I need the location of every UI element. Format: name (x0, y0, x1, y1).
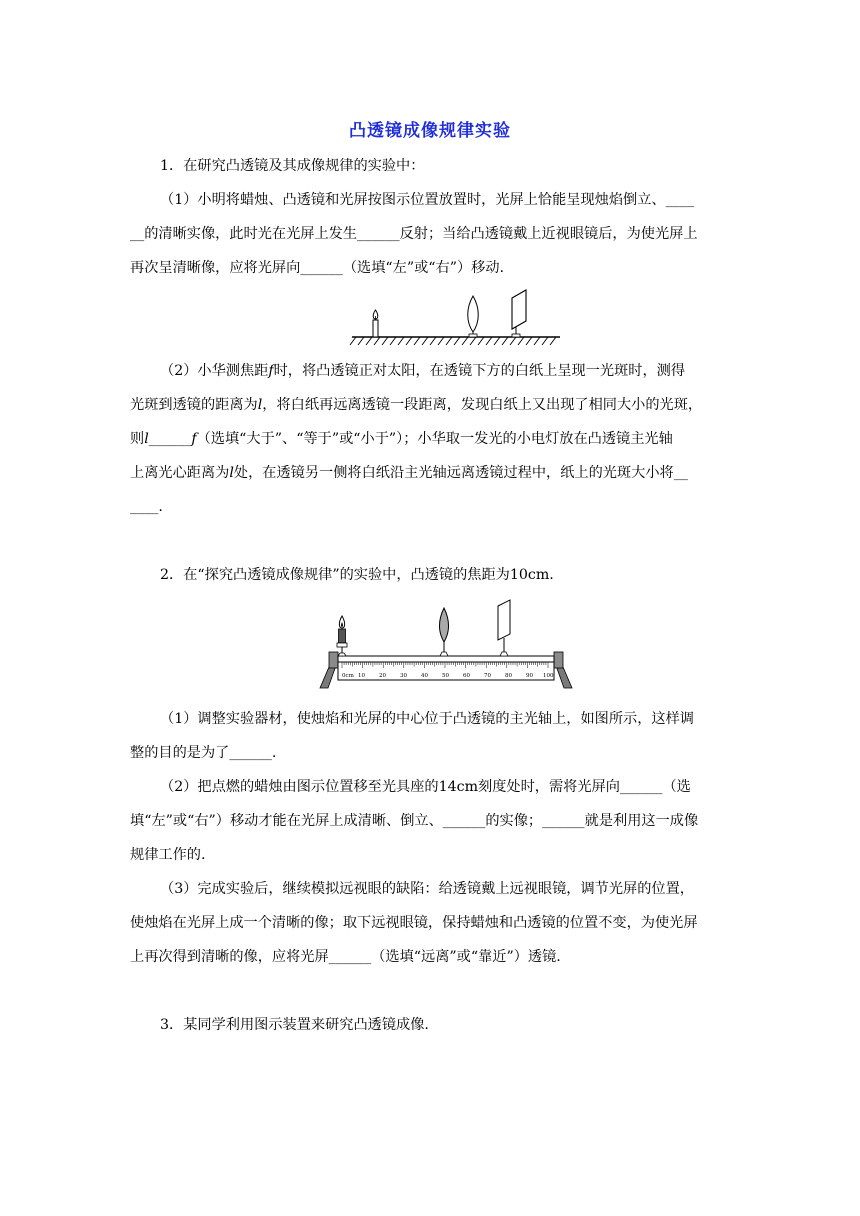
convex-lens-icon (468, 296, 479, 337)
q1-p2-line1 (160, 361, 685, 381)
q1-p2-text: （2）小华测焦距 (160, 363, 269, 379)
q2-p2-line3: 规律工作的. (130, 847, 206, 863)
q2-p3-line3: 上再次得到清晰的像，应将光屏______（选填“远离”或“靠近”）透镜. (130, 949, 561, 965)
q1-p1-line2: __的清晰实像，此时光在光屏上发生______反射；当给凸透镜戴上近视眼镜后，为使光屏上 (130, 226, 698, 242)
convex-lens-icon (440, 608, 449, 656)
q2-p1-line2: 整的目的是为了______. (130, 745, 277, 761)
ruler-label: 20 (379, 673, 386, 679)
ruler-label: 100 (543, 673, 554, 679)
ruler-label: 30 (400, 673, 407, 679)
ruler-label: 50 (442, 673, 449, 679)
q1-p2-text: 上离光心距离为 (130, 465, 230, 481)
q1-p2-text: 时，将凸透镜正对太阳，在透镜下方的白纸上呈现一光斑时，测得 (273, 363, 686, 379)
q2-p2-line1: （2）把点燃的蜡烛由图示位置移至光具座的14cm刻度处时，需将光屏向______（选 (160, 779, 691, 795)
q2-p1-line1: （1）调整实验器材，使烛焰和光屏的中心位于凸透镜的主光轴上，如图所示，这样调 (160, 711, 694, 727)
ruler-label: 70 (484, 673, 491, 679)
q1-p2-text: ，将白纸再远离透镜一段距离，发现白纸上又出现了相同大小的光斑， (262, 397, 703, 413)
q1-p2-line3 (130, 429, 673, 449)
q1-p1-line1: （1）小明将蜡烛、凸透镜和光屏按图示位置放置时，光屏上恰能呈现烛焰倒立、____ (160, 192, 694, 208)
answer-blank: ______ (148, 431, 192, 447)
candle-icon (337, 616, 347, 656)
q1-p2-text: 处，在透镜另一侧将白纸沿主光轴远离透镜过程中，纸上的光斑大小将__ (233, 465, 688, 481)
ruler-label: 80 (505, 673, 512, 679)
ruler-label: 90 (526, 673, 533, 679)
candle-icon (373, 310, 378, 337)
page-title: 凸透镜成像规律实验 (349, 121, 511, 141)
q1-p1-line3: 再次呈清晰像，应将光屏向______（选填“左”或“右”）移动. (130, 260, 505, 276)
light-screen-icon (498, 600, 510, 656)
q3-stem: 3．某同学利用图示装置来研究凸透镜成像. (160, 1017, 429, 1033)
q2-p3-line1: （3）完成实验后，继续模拟远视眼的缺陷：给透镜戴上远视眼镜，调节光屏的位置， (160, 881, 694, 897)
focal-length-var: f (268, 363, 274, 379)
q2-p3-line2: 使烛焰在光屏上成一个清晰的像；取下远视眼镜，保持蜡烛和凸透镜的位置不变，为使光屏 (130, 915, 698, 931)
q2-optical-bench-figure (318, 598, 574, 692)
q1-p2-line4 (130, 463, 688, 483)
q1-stem: 1．在研究凸透镜及其成像规律的实验中： (160, 158, 425, 174)
ruler-label: 60 (463, 673, 470, 679)
distance-var: l (257, 397, 263, 413)
ruler-label: 10 (358, 673, 365, 679)
q1-p2-text: 则 (130, 431, 145, 447)
q1-p2-line2 (130, 395, 702, 415)
distance-var: l (144, 431, 149, 447)
q1-p2-text: 光斑到透镜的距离为 (130, 397, 258, 413)
distance-var: l (229, 465, 234, 481)
ruler-label: 40 (421, 673, 428, 679)
ruler-label: 0cm (342, 673, 354, 679)
q2-stem: 2．在“探究凸透镜成像规律”的实验中，凸透镜的焦距为10cm. (160, 567, 554, 583)
q1-setup-figure (348, 288, 564, 352)
q1-p2-text: （选填“大于”、“等于”或“小于”）；小华取一发光的小电灯放在凸透镜主光轴 (196, 431, 673, 447)
focal-length-var: f (191, 431, 197, 447)
light-screen-icon (512, 290, 526, 337)
q1-p2-line5: ____. (130, 499, 163, 515)
q2-p2-line2: 填“左”或“右”）移动才能在光屏上成清晰、倒立、______的实像；______就是利用这一成像 (130, 813, 699, 829)
